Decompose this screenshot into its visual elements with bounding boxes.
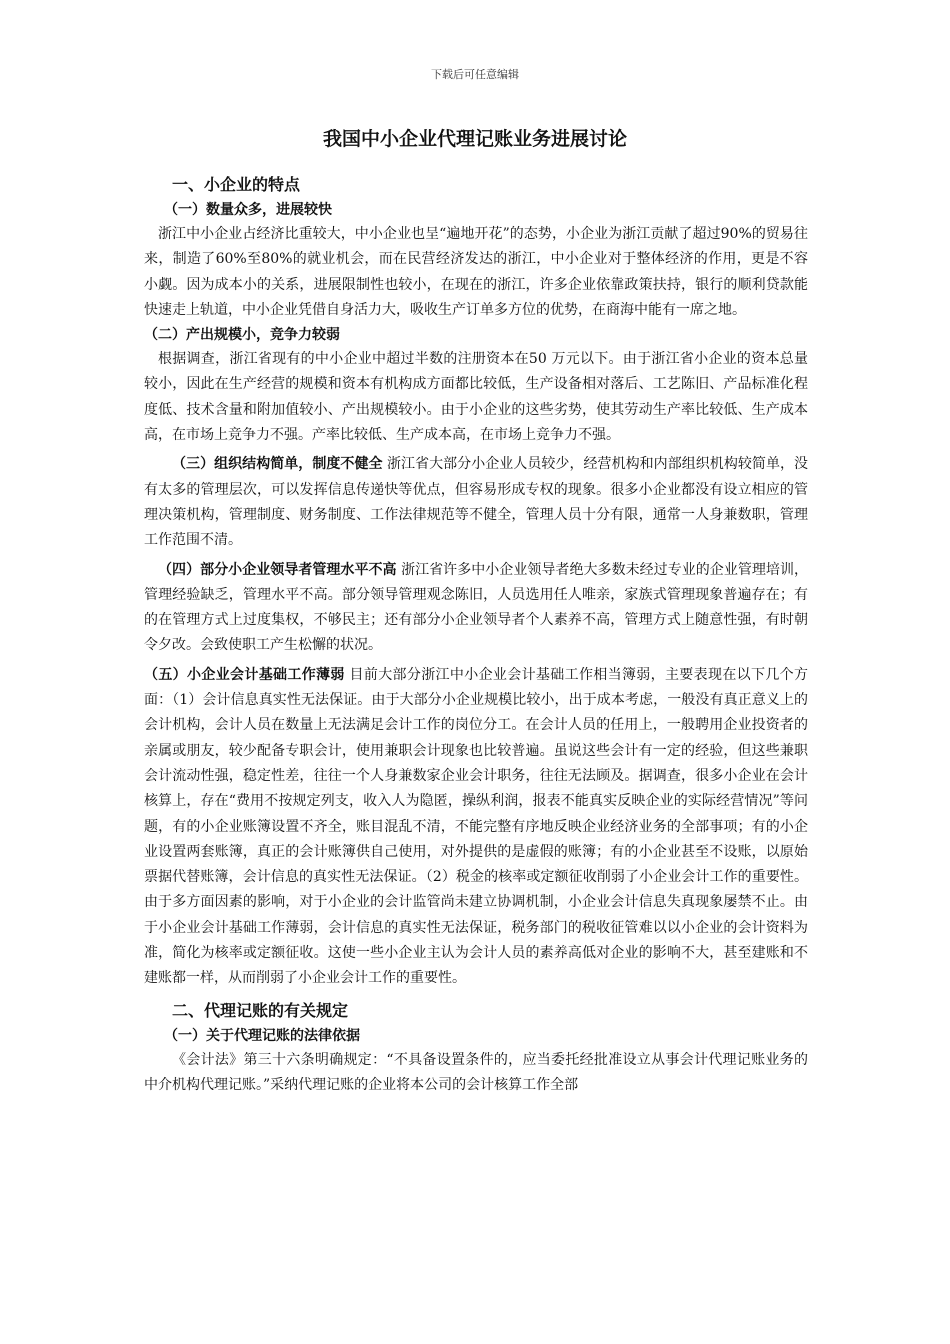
section-heading: 一、小企业的特点 — [172, 175, 301, 194]
document-body — [144, 172, 808, 1098]
paragraph — [144, 558, 808, 659]
subsection-heading: （一）关于代理记账的法律依据 — [164, 1027, 360, 1044]
subsection-heading: （一）数量众多，进展较快 — [164, 202, 332, 218]
paragraph: 根据调查，浙江省现有的中小企业中超过半数的注册资本在50 万元以下。由于浙江省小企业的资本总量较小，因此在生产经营的规模和资本有机构成方面都比较低，生产设备相对落后、工艺陈旧、产品标准化程度低、技术含量和附加值较小、产出规模较小。由于小企业的这些劣势，使其劳动生产率比较低、生产成本高，在市场上竞争力不强。产率比较低、生产成本高，在市场上竞争力不强。 — [144, 351, 808, 444]
paragraph-text: 浙江省许多中小企业领导者绝大多数未经过专业的企业管理培训，管理经验缺乏，管理水平不高。部分领导管理观念陈旧，人员选用任人唯亲，家族式管理现象普遍存在；有的在管理方式上过度集权，不够民主；还有部分小企业领导者个人素养不高，管理方式上随意性强，有时朝令夕改。会致使职工产生松懈的状况。 — [144, 561, 809, 654]
paragraph — [144, 452, 808, 553]
inline-subheading: （四）部分小企业领导者管理水平不高 — [158, 561, 397, 578]
paragraph-text: 目前大部分浙江中小企业会计基础工作相当簿弱，主要表现在以下几个方面：（1）会计信息真实性无法保证。由于大部分小企业规模比较小，出于成本考虑，一般没有真正意义上的会计机构，会计人员在数量上无法满足会计工作的岗位分工。在会计人员的任用上，一般聘用企业投资者的亲属或朋友，较少配备专职会计，使用兼职会计现象也比较普遍。虽说这些会计有一定的经验，但这些兼职会计流动性强，稳定性差，往往一个人身兼数家企业会计职务，往往无法顾及。据调查，很多小企业在会计核算上，存在“费用不按规定列支，收入人为隐匿，操纵利润，报表不能真实反映企业的实际经营情况”等问题，有的小企业账簿设置不齐全，账目混乱不清，不能完整有序地反映企业经济业务的全部事项；有的小企业设置两套账簿，真正的会计账簿供自己使用，对外提供的是虚假的账簿；有的小企业甚至不设账，以原始票据代替账簿，会计信息的真实性无法保证。（2）税金的核率或定额征收削弱了小企业会计工作的重要性。由于多方面因素的影响，对于小企业的会计监管尚未建立协调机制，小企业会计信息失真现象屡禁不止。由于小企业会计基础工作薄弱，会计信息的真实性无法保证，税务部门的税收征管难以以小企业的会计资料为准，简化为核率或定额征收。这使一些小企业主认为会计人员的素养高低对企业的影响不大，甚至建账和不建账都一样，从而削弱了小企业会计工作的重要性。 — [144, 666, 809, 987]
paragraph-text: 浙江省大部分小企业人员较少，经营机构和内部组织机构较简单，没有太多的管理层次，可以发挥信息传递快等优点，但容易形成专权的现象。很多小企业都没有设立相应的管理决策机构，管理制度、财务制度、工作法律规范等不健全，管理人员十分有限，通常一人身兼数职，管理工作范围不清。 — [144, 456, 809, 549]
paragraph — [144, 663, 808, 992]
inline-subheading: （三）组织结构简单，制度不健全 — [172, 456, 383, 473]
subsection-heading: （二）产出规模小，竞争力较弱 — [144, 327, 340, 344]
header-note: 下载后可任意编辑 — [431, 68, 519, 81]
paragraph: 浙江中小企业占经济比重较大，中小企业也呈“遍地开花”的态势，小企业为浙江贡献了超过90%的贸易往来，制造了60%至80%的就业机会，而在民营经济发达的浙江，中小企业对于整体经济的作用，更是不容小觑。因为成本小的关系，进展限制性也较小，在现在的浙江，许多企业依靠政策扶持，银行的顺利贷款能快速走上轨道，中小企业凭借自身活力大，吸收生产订单多方位的优势，在商海中能有一席之地。 — [144, 226, 808, 318]
paragraph: 《会计法》第三十六条明确规定：“不具备设置条件的，应当委托经批准设立从事会计代理记账业务的中介机构代理记账。”采纳代理记账的企业将本公司的会计核算工作全部 — [144, 1051, 808, 1093]
section-heading: 二、代理记账的有关规定 — [172, 1000, 349, 1020]
inline-subheading: （五）小企业会计基础工作薄弱 — [144, 666, 345, 683]
page-title: 我国中小企业代理记账业务进展讨论 — [322, 128, 627, 150]
